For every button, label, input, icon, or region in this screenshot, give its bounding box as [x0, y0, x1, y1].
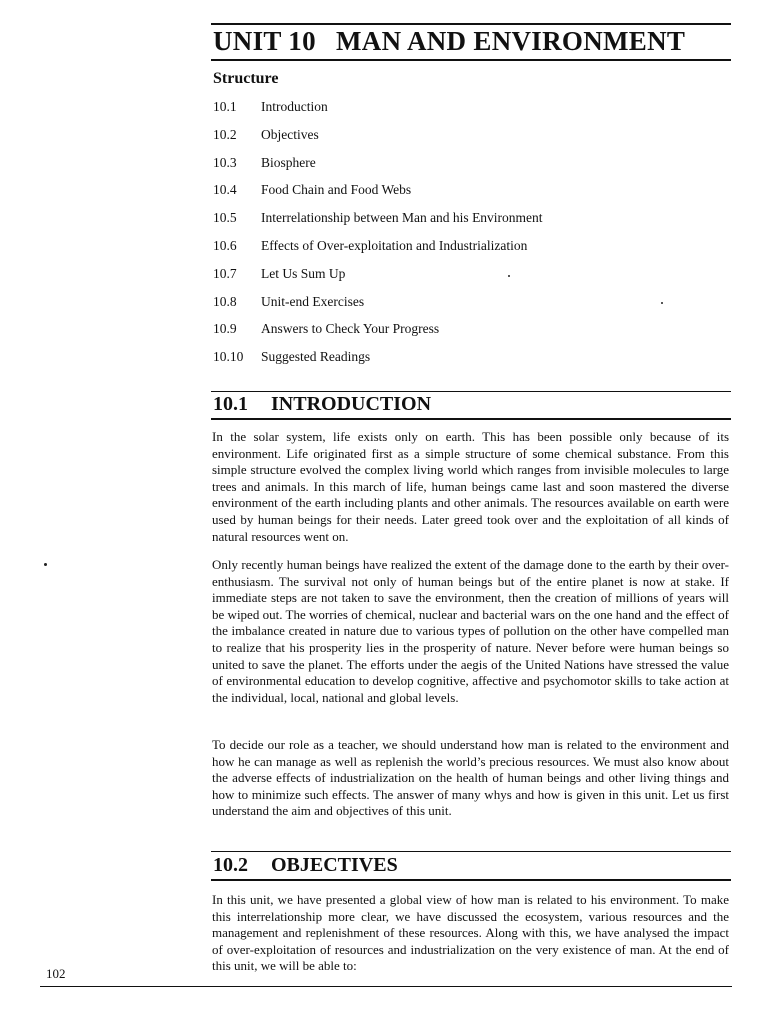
- top-rule: [211, 23, 731, 25]
- toc-item-number: 10.7: [213, 265, 237, 281]
- toc-item-label: Unit-end Exercises: [261, 293, 365, 309]
- toc-item-label: Suggested Readings: [261, 349, 371, 365]
- unit-number: UNIT 10: [213, 26, 316, 56]
- toc-item: [213, 99, 543, 127]
- toc-item-label: Introduction: [261, 99, 328, 114]
- toc-item-number: 10.4: [213, 182, 237, 198]
- toc-item-label: Food Chain and Food Webs: [261, 182, 412, 198]
- toc-item-label: Interrelationship between Man and his Environment: [261, 210, 543, 226]
- toc-item-number: 10.2: [213, 126, 237, 142]
- intro-paragraph-2: Only recently human beings have realized the extent of the damage done to the earth by their over-enthusiasm. The survival not only of human beings but of the entire planet is now at stake. If immediate steps are not taken to save the environment, then the creation of millions of years will be wiped out. The worries of chemical, nuclear and bacterial wars on the one hand and the effect of the imbalance created in nature due to various types of pollution on the other have compelled man to realize that his prosperity lies in the prosperity of nature. Never before were human beings so united to save the planet. The efforts under the aegis of the United Nations have stressed the value of environmental education to develop cognitive, affective and psychomotor skills to take action at the individual, local, national and global levels.: [212, 557, 729, 705]
- footer-rule: [40, 986, 732, 987]
- toc-item: [213, 266, 543, 294]
- toc-item: [213, 182, 543, 210]
- toc-item-label: Answers to Check Your Progress: [261, 321, 440, 337]
- title-underline: [211, 59, 731, 61]
- toc-item-number: 10.9: [213, 321, 237, 337]
- intro-paragraph-1: In the solar system, life exists only on earth. This has been possible only because of its environment. Life originated first as a simple structure of some chemical substance. From this simple structure evolved the complex living world which ranges from invisible molecules to large trees and animals. In this march of life, human beings came last and soon mastered the diverse environment of the earth including plants and other animals. The resources available on earth were used by human beings for their needs. Later greed took over and the exploitation of all kinds of natural resources went on.: [212, 429, 729, 544]
- toc-item: [213, 210, 543, 238]
- page-number: 102: [46, 966, 66, 981]
- unit-name: MAN AND ENVIRONMENT: [336, 26, 686, 56]
- structure-heading: Structure: [213, 70, 279, 87]
- section-top-rule: [211, 391, 731, 392]
- toc-item: [213, 294, 543, 322]
- section-underline: [211, 879, 731, 881]
- section-heading-introduction: [213, 393, 431, 416]
- toc-item-number: 10.1: [213, 99, 237, 114]
- toc-item: [213, 238, 543, 266]
- objectives-paragraph-1: In this unit, we have presented a global view of how man is related to his environment. To make this interrelationship more clear, we have discussed the ecosystem, various resources and the management and replenishment of these resources. Along with this, we have analysed the impact of over-exploitation of resources and industrialization on the very existence of man. At the end of this unit, we will be able to:: [212, 892, 729, 974]
- section-number: 10.2: [213, 854, 248, 876]
- structure-list: [213, 99, 543, 377]
- toc-item: [213, 349, 543, 377]
- unit-title: [213, 26, 685, 57]
- section-title: OBJECTIVES: [271, 854, 398, 876]
- toc-item-number: 10.6: [213, 237, 237, 253]
- scan-speck: [508, 275, 510, 277]
- section-heading-objectives: [213, 854, 398, 877]
- toc-item-number: 10.10: [213, 349, 244, 365]
- section-title: INTRODUCTION: [271, 393, 432, 415]
- toc-item-label: Biosphere: [261, 154, 316, 170]
- toc-item-number: 10.8: [213, 293, 237, 309]
- toc-item-label: Effects of Over-exploitation and Industrialization: [261, 237, 528, 253]
- toc-item: [213, 127, 543, 155]
- toc-item-label: Objectives: [261, 126, 319, 142]
- toc-item: [213, 321, 543, 349]
- toc-item-label: Let Us Sum Up: [261, 265, 346, 281]
- section-underline: [211, 418, 731, 420]
- toc-item-number: 10.3: [213, 154, 237, 170]
- toc-item-number: 10.5: [213, 210, 237, 226]
- toc-item: [213, 155, 543, 183]
- intro-paragraph-3: To decide our role as a teacher, we should understand how man is related to the environment and how he can manage as well as replenish the world’s precious resources. We must also know about the adverse effects of industrialization on the health of human beings and other living things and how to minimize such effects. The answer of many whys and how is given in this unit. Let us first understand the aim and objectives of this unit.: [212, 737, 729, 819]
- section-top-rule: [211, 851, 731, 852]
- section-number: 10.1: [213, 393, 248, 415]
- scan-speck: [44, 563, 47, 566]
- scan-speck: [661, 302, 663, 304]
